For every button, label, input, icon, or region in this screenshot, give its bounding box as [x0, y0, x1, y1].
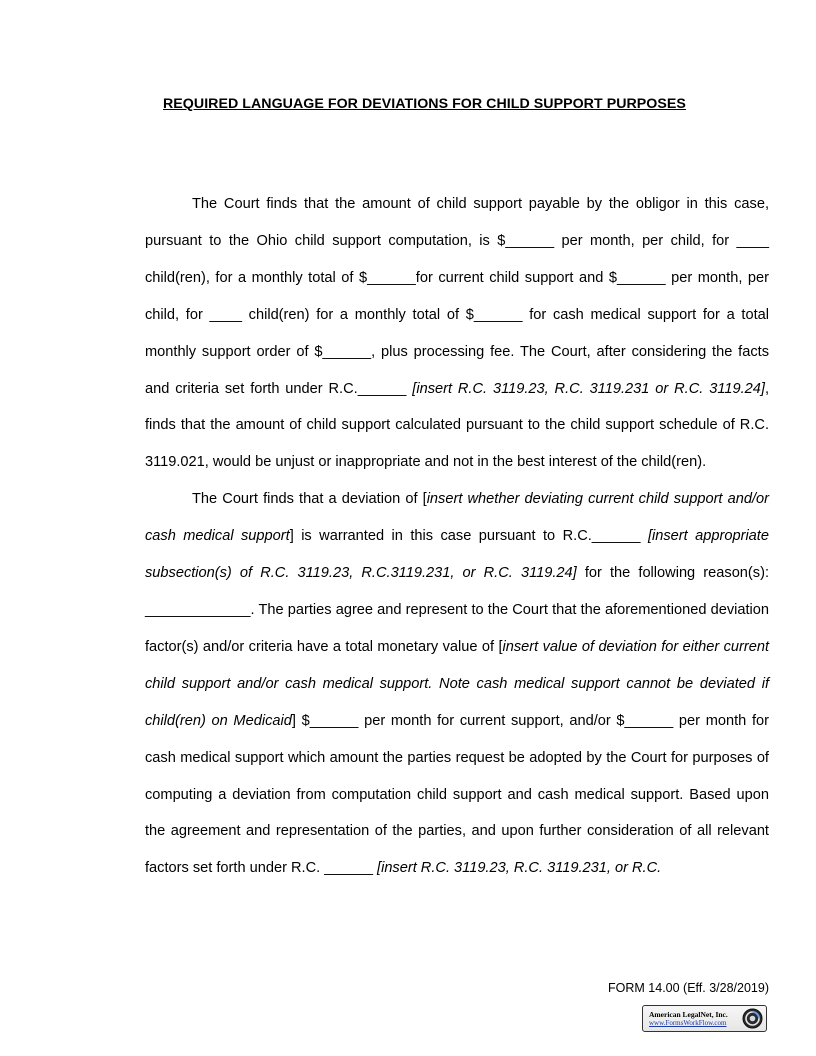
page-title: REQUIRED LANGUAGE FOR DEVIATIONS FOR CHILD SUPPORT PURPOSES — [163, 96, 686, 112]
logo-website-link[interactable]: www.FormsWorkFlow.com — [649, 1019, 727, 1027]
paragraph-deviation — [145, 481, 769, 887]
insert-instruction: [insert R.C. 3119.23, R.C. 3119.231, or R.C. — [377, 860, 662, 877]
logo-company-name: American LegalNet, Inc. — [649, 1010, 728, 1019]
paragraph-text: ] $______ per month for current support, and/or $______ per month for cash medical support which amount the parties request be adopted by the Court for purposes of computing a deviation from computation child support and cash medical support. Based upon the agreement and representation of the parties, and upon further consideration of all relevant factors set forth under R.C. ______ — [145, 712, 769, 877]
insert-instruction: [insert R.C. 3119.23, R.C. 3119.231 or R.C. 3119.24] — [412, 380, 765, 397]
paragraph-text: ] is warranted in this case pursuant to R.C.______ — [289, 528, 648, 545]
insert-instruction: insert whether deviating current child support and/or cash medical support — [145, 491, 769, 545]
insert-instruction: insert value of deviation for either current child support and/or cash medical support. Note cash medical support cannot be deviated if child(ren) on Medicaid — [145, 638, 769, 729]
american-legalnet-logo[interactable] — [642, 1005, 767, 1032]
paragraph-findings — [145, 186, 769, 481]
globe-icon — [742, 1008, 763, 1029]
paragraph-text: for the following reason(s): _____________. The parties agree and represent to the Court that the aforementioned deviation factor(s) and/or criteria have a total monetary value of [ — [145, 565, 769, 655]
document-body — [145, 186, 769, 887]
form-number-label: FORM 14.00 (Eff. 3/28/2019) — [608, 981, 769, 995]
insert-instruction: [insert appropriate subsection(s) of R.C. 3119.23, R.C.3119.231, or R.C. 3119.24] — [145, 528, 769, 582]
paragraph-text: , finds that the amount of child support calculated pursuant to the child support schedule of R.C. 3119.021, would be unjust or inappropriate and not in the best interest of the child(ren). — [145, 380, 769, 471]
paragraph-text: The Court finds that a deviation of [ — [192, 491, 427, 508]
paragraph-text: The Court finds that the amount of child support payable by the obligor in this case, pursuant to the Ohio child support computation, is $______ per month, per child, for ____ child(ren), for a monthly total of $______for current child support and $______ per month, per child, for ____ child(ren) for a monthly total of $______ for cash medical support for a total monthly support order of $______, plus processing fee. The Court, after considering the facts and criteria set forth under R.C.______ — [145, 196, 769, 397]
